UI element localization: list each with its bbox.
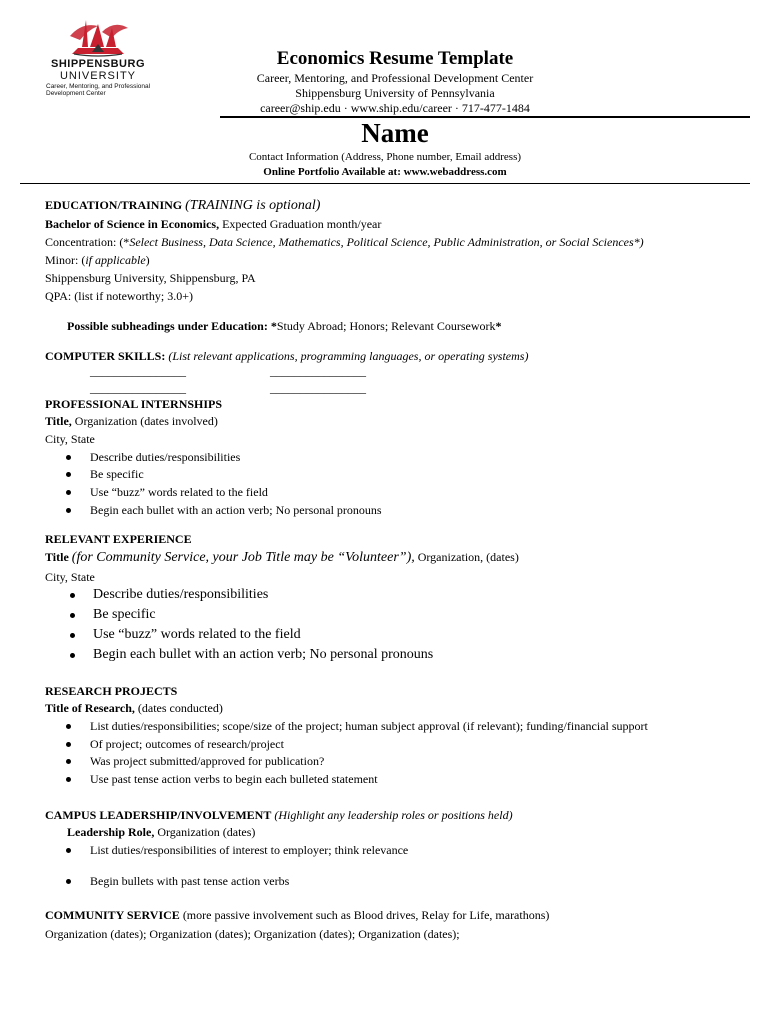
resume-name: Name: [361, 118, 429, 148]
subheadings-end: *: [495, 319, 502, 333]
internships-heading: PROFESSIONAL INTERNSHIPS: [45, 397, 223, 411]
relevant-bullet: Describe duties/responsibilities: [93, 587, 269, 602]
leadership-org: Organization (dates): [157, 825, 256, 839]
relevant-bullet: Use “buzz” words related to the field: [93, 627, 301, 642]
bullet-icon: [66, 879, 71, 884]
relevant-org: Organization, (dates): [417, 550, 519, 564]
bullet-icon: [66, 508, 71, 513]
community-note: (more passive involvement such as Blood drives, Relay for Life, marathons): [182, 908, 550, 922]
skill-blank: ________________: [270, 364, 366, 378]
leadership-role-line: [67, 825, 255, 840]
research-heading: RESEARCH PROJECTS: [45, 684, 178, 698]
bullet-icon: [66, 777, 71, 782]
community-list: Organization (dates); Organization (dates); Organization (dates); Organization (dates);: [45, 927, 460, 941]
relevant-title-note: (for Community Service, your Job Title may be “Volunteer”),: [71, 550, 415, 565]
ship-logo-icon: [42, 14, 154, 58]
subheadings-label: Possible subheadings under Education: *: [67, 319, 277, 333]
qpa-line: QPA: (list if noteworthy; 3.0+): [45, 289, 193, 303]
community-heading: COMMUNITY SERVICE: [45, 908, 180, 922]
bullet-icon: [66, 472, 71, 477]
leadership-heading: CAMPUS LEADERSHIP/INVOLVEMENT: [45, 808, 272, 822]
degree: Bachelor of Science in Economics,: [45, 217, 220, 231]
leadership-bullet: Begin bullets with past tense action verbs: [90, 874, 290, 888]
degree-graduation: Expected Graduation month/year: [222, 217, 382, 231]
internship-title-line: [45, 414, 218, 429]
relevant-bullet: Be specific: [93, 607, 156, 622]
subheadings-value: Study Abroad; Honors; Relevant Coursework: [276, 319, 496, 333]
research-bullet: Use past tense action verbs to begin each bulleted statement: [90, 772, 378, 786]
header-line-2: Shippensburg University of Pennsylvania: [295, 86, 495, 100]
bullet-icon: [70, 613, 75, 618]
skill-blank: ________________: [270, 381, 366, 395]
research-bullet: List duties/responsibilities; scope/size of the project; human subject approval (if relevant); funding/financial support: [90, 719, 648, 733]
research-bullet: Was project submitted/approved for publication?: [90, 754, 325, 768]
school-line: Shippensburg University, Shippensburg, PA: [45, 271, 256, 285]
computer-skills-heading: COMPUTER SKILLS:: [45, 349, 166, 363]
bullet-icon: [66, 848, 71, 853]
community-heading-line: [45, 908, 549, 923]
computer-skills-line: [45, 349, 528, 364]
internship-city: City, State: [45, 432, 95, 446]
internship-bullet: Describe duties/responsibilities: [90, 450, 241, 464]
leadership-note: (Highlight any leadership roles or positions held): [274, 808, 513, 822]
minor-end: ): [145, 253, 150, 267]
relevant-heading: RELEVANT EXPERIENCE: [45, 532, 192, 546]
concentration-label: Concentration: (*: [45, 235, 130, 249]
skill-blank: ________________: [90, 381, 186, 395]
degree-line: [45, 217, 381, 232]
internship-bullet: Use “buzz” words related to the field: [90, 485, 268, 499]
bullet-icon: [66, 742, 71, 747]
bullet-icon: [70, 593, 75, 598]
bullet-icon: [66, 455, 71, 460]
university-logo: [42, 14, 154, 102]
education-heading-note: (TRAINING is optional): [185, 198, 321, 213]
skill-blank: ________________: [90, 364, 186, 378]
logo-line-2: UNIVERSITY: [59, 70, 136, 82]
relevant-title-line: [45, 550, 519, 566]
logo-line-3: Career, Mentoring, and Professional Development Center: [46, 83, 151, 97]
education-heading: EDUCATION/TRAINING: [45, 198, 183, 212]
header-line-1: Career, Mentoring, and Professional Development Center: [256, 71, 534, 85]
minor-line: [45, 253, 150, 268]
logo-line-1: SHIPPENSBURG: [50, 58, 146, 70]
subheadings-line: [67, 319, 502, 334]
leadership-heading-line: [45, 808, 513, 823]
research-bullet: Of project; outcomes of research/project: [90, 737, 284, 751]
education-heading-line: [45, 198, 320, 214]
bullet-icon: [66, 724, 71, 729]
internship-bullet: Be specific: [90, 467, 144, 481]
contact-info: Contact Information (Address, Phone number, Email address): [248, 151, 522, 163]
research-title-line: [45, 701, 223, 716]
computer-skills-note: (List relevant applications, programming languages, or operating systems): [168, 349, 529, 363]
contact-rule: [20, 183, 750, 184]
minor-value: if applicable: [85, 253, 146, 267]
minor-label: Minor: (: [45, 253, 86, 267]
research-title: Title of Research,: [45, 701, 135, 715]
header-line-3: career@ship.edu · www.ship.edu/career · 717-477-1484: [260, 101, 530, 115]
leadership-role: Leadership Role,: [67, 825, 155, 839]
bullet-icon: [66, 759, 71, 764]
portfolio-line: Online Portfolio Available at: www.webaddress.com: [263, 166, 507, 178]
concentration-options: Select Business, Data Science, Mathematics, Political Science, Public Administration, or Social Sciences*): [129, 235, 644, 249]
bullet-icon: [70, 633, 75, 638]
internship-title: Title,: [45, 414, 72, 428]
research-dates: (dates conducted): [137, 701, 223, 715]
bullet-icon: [70, 653, 75, 658]
concentration-line: [45, 235, 644, 250]
internship-org: Organization (dates involved): [74, 414, 218, 428]
internship-bullet: Begin each bullet with an action verb; No personal pronouns: [90, 503, 382, 517]
relevant-title: Title: [45, 550, 69, 564]
bullet-icon: [66, 490, 71, 495]
relevant-city: City, State: [45, 570, 95, 584]
relevant-bullet: Begin each bullet with an action verb; No personal pronouns: [93, 647, 434, 662]
document-title: Economics Resume Template: [276, 48, 514, 69]
leadership-bullet: List duties/responsibilities of interest to employer; think relevance: [90, 843, 409, 857]
